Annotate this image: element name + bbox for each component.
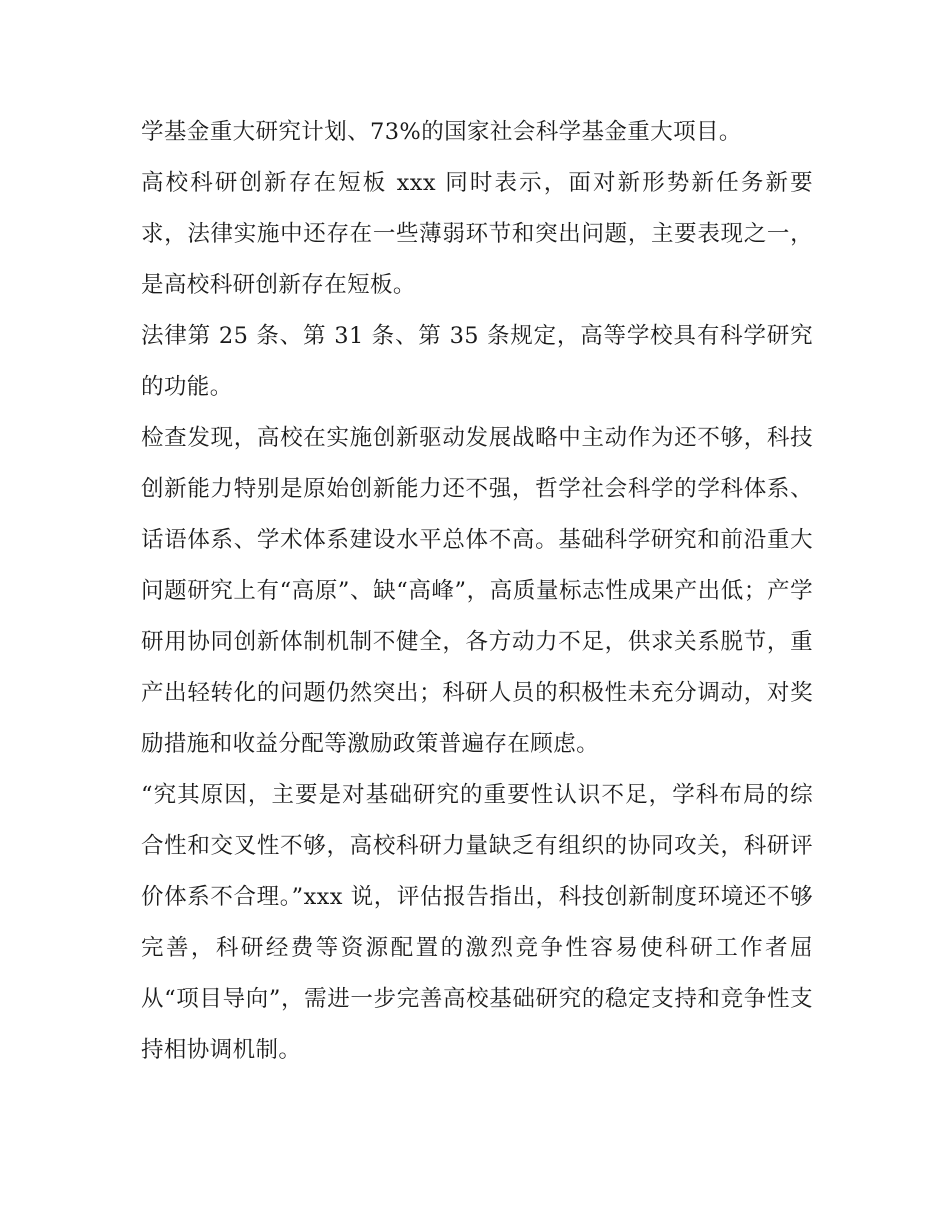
paragraph-1: 学基金重大研究计划、73%的国家社会科学基金重大项目。 — [141, 119, 742, 145]
paragraph-4: 检查发现，高校在实施创新驱动发展战略中主动作为还不够，科技创新能力特别是原始创新能力还不强，哲学社会科学的学科体系、话语体系、学术体系建设水平总体不高。基础科学研究和前沿重大问题研究上有“高原”、缺“高峰”，高质量标志性成果产出低；产学研用协同创新体制机制不健全，各方动力不足，供求关系脱节，重产出轻转化的问题仍然突出；科研人员的积极性未充分调动，对奖励措施和收益分配等激励政策普遍存在顾虑。 — [141, 425, 813, 757]
paragraph-3: 法律第 25 条、第 31 条、第 35 条规定，高等学校具有科学研究的功能。 — [141, 323, 813, 400]
paragraph-5: “究其原因，主要是对基础研究的重要性认识不足，学科布局的综合性和交叉性不够，高校科研力量缺乏有组织的协同攻关，科研评价体系不合理。”xxx 说，评估报告指出，科技创新制度环境还不够完善，科研经费等资源配置的激烈竞争性容易使科研工作者屈从“项目导向”，需进一步完善高校基础研究的稳定支持和竞争性支持相协调机制。 — [141, 782, 813, 1063]
document-body — [141, 107, 813, 1076]
paragraph-2: 高校科研创新存在短板 xxx 同时表示，面对新形势新任务新要求，法律实施中还存在一些薄弱环节和突出问题，主要表现之一，是高校科研创新存在短板。 — [141, 170, 813, 298]
